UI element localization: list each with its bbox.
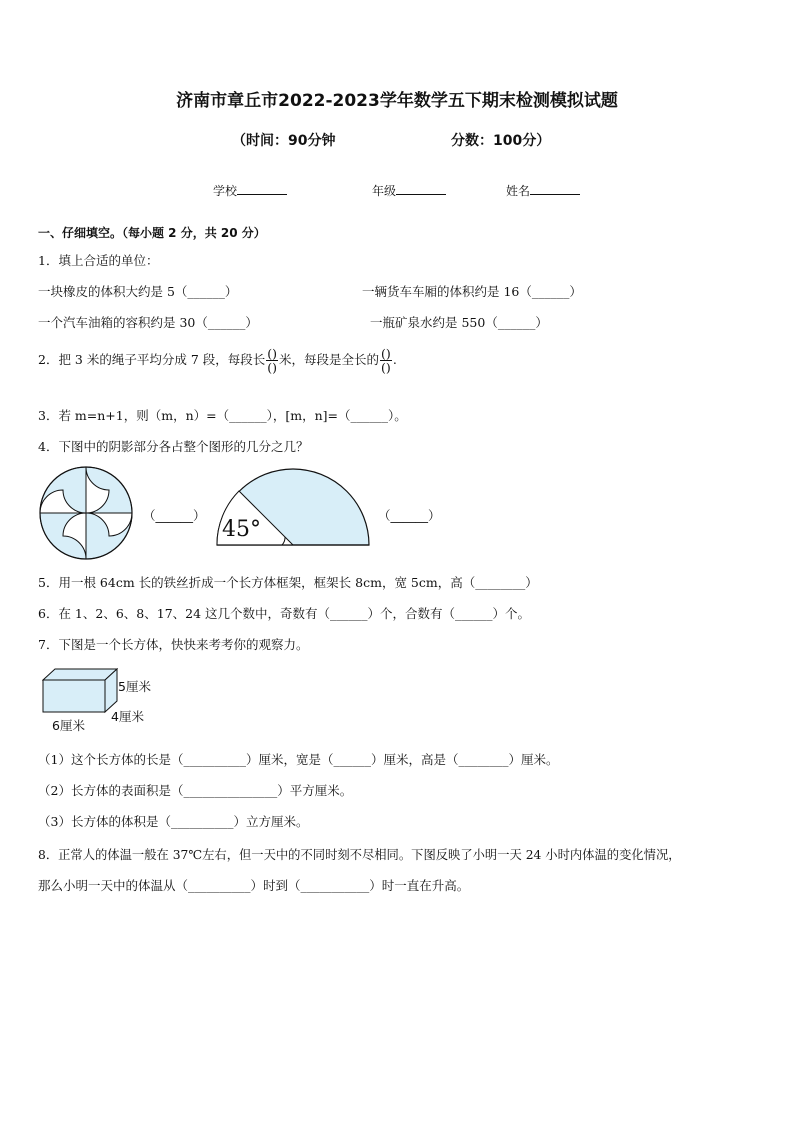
exam-score: 分数：100分） (451, 133, 551, 149)
school-blank (237, 182, 287, 195)
q2-fraction-1 (266, 347, 278, 374)
exam-time: （时间：90分钟 (232, 133, 336, 149)
name-blank (530, 182, 580, 195)
q1-stem: 1．填上合适的单位： (38, 253, 159, 268)
name-label: 姓名 (506, 184, 531, 198)
q4-blank-2: （______） (378, 508, 441, 523)
q4-circle-figure (38, 466, 136, 562)
school-label: 学校 (213, 184, 238, 198)
q7-length-label: 6厘米 (52, 718, 85, 733)
q4-stem: 4．下图中的阴影部分各占整个图形的几分之几？ (38, 439, 309, 454)
q2-line (38, 347, 397, 374)
grade-field (372, 182, 446, 199)
q1-item-b: 一辆货车车厢的体积约是 16（______） (362, 284, 582, 299)
q2-text-1: 2．把 3 米的绳子平均分成 7 段，每段长 (38, 352, 266, 367)
q1-item-d: 一瓶矿泉水约是 550（______） (370, 315, 548, 330)
q7-sub-1: （1）这个长方体的长是（__________）厘米，宽是（______）厘米，高是（________）厘米。 (38, 752, 559, 767)
q7-stem: 7．下图是一个长方体，快快来考考你的观察力。 (38, 637, 309, 652)
q7-cuboid-figure (42, 668, 118, 714)
q2-text-3: . (392, 352, 397, 367)
q7-width-label: 4厘米 (111, 709, 144, 724)
fraction-numerator: () (267, 346, 278, 361)
grade-blank (396, 182, 446, 195)
q6-text: 6．在 1、2、6、8、17、24 这几个数中，奇数有（______）个，合数有（______）个。 (38, 606, 531, 621)
school-field (213, 182, 287, 199)
name-field (506, 182, 580, 199)
q7-sub-2: （2）长方体的表面积是（_______________）平方厘米。 (38, 783, 353, 798)
fraction-denominator: () (381, 360, 391, 375)
page-title: 济南市章丘市2022-2023学年数学五下期末检测模拟试题 (176, 91, 618, 111)
fraction-numerator: () (381, 346, 391, 361)
q4-blank-1: （______） (143, 508, 206, 523)
q5-text: 5．用一根 64cm 长的铁丝折成一个长方体框架，框架长 8cm，宽 5cm，高（________） (38, 575, 538, 590)
q7-sub-3: （3）长方体的体积是（__________）立方厘米。 (38, 814, 309, 829)
grade-label: 年级 (372, 184, 397, 198)
fraction-denominator: () (267, 360, 278, 375)
section-heading: 一、仔细填空。（每小题 2 分，共 20 分） (38, 226, 266, 240)
q2-text-2: 米，每段是全长的 (279, 352, 380, 367)
q2-fraction-2 (380, 347, 392, 374)
q7-height-label: 5厘米 (118, 679, 151, 694)
q1-item-a: 一块橡皮的体积大约是 5（______） (38, 284, 238, 299)
q3-text: 3．若 m=n+1，则（m，n）=（______），[m，n]=（______）。 (38, 408, 407, 423)
q8-line-2: 那么小明一天中的体温从（__________）时到（___________）时一直在升高。 (38, 878, 470, 893)
q8-line-1: 8．正常人的体温一般在 37℃左右，但一天中的不同时刻不尽相同。下图反映了小明一天 24 小时内体温的变化情况， (38, 848, 681, 862)
q1-item-c: 一个汽车油箱的容积约是 30（______） (38, 315, 258, 330)
q4-angle-label: 45° (222, 517, 261, 542)
